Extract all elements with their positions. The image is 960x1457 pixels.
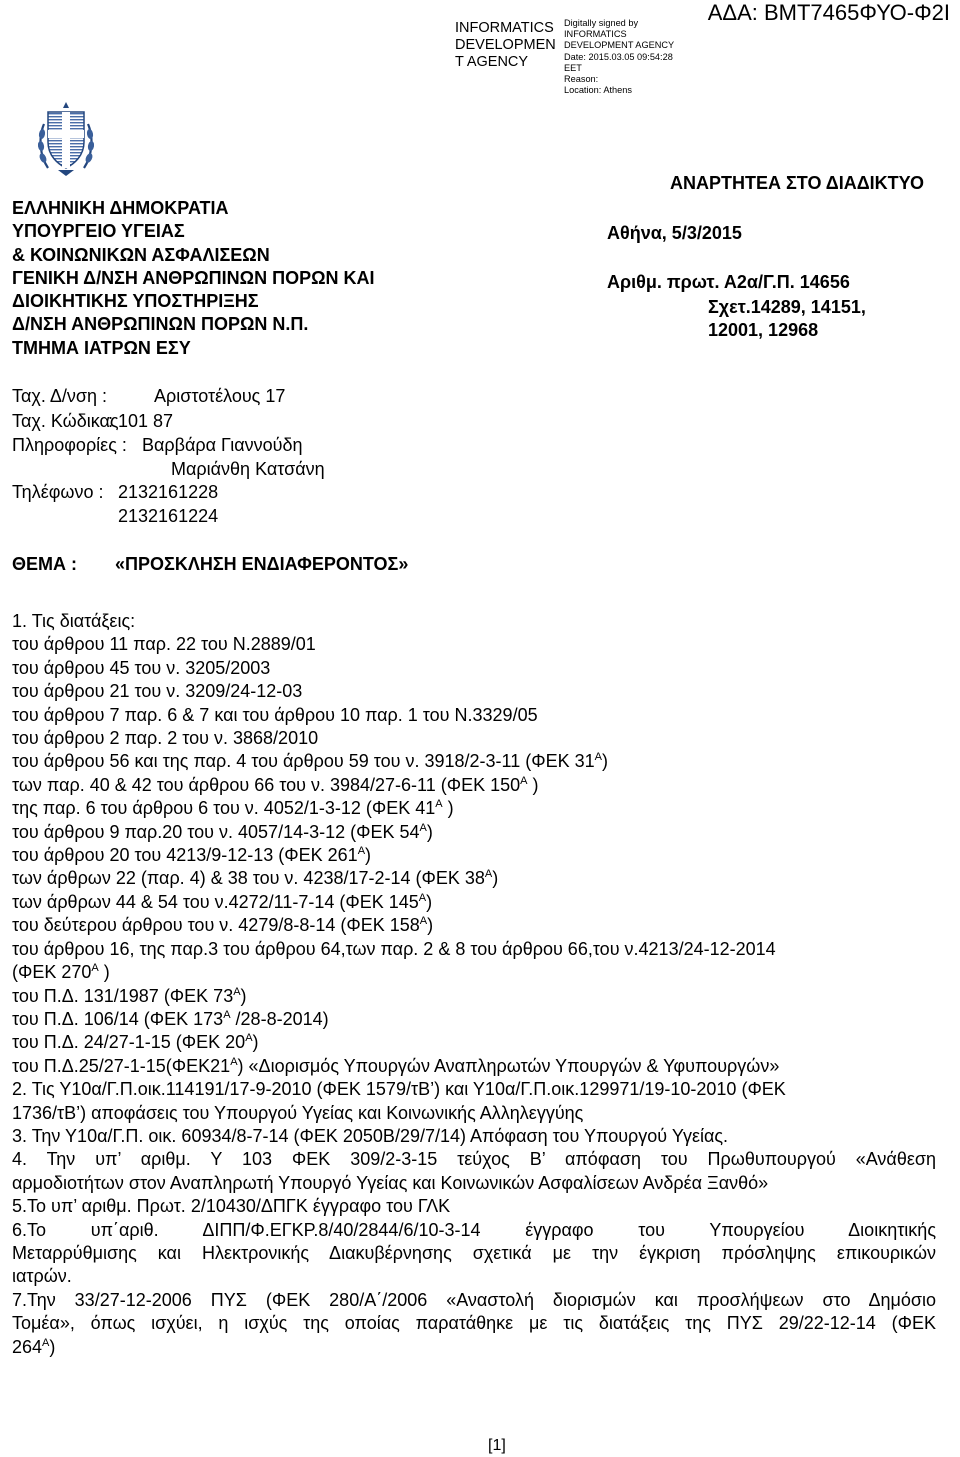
- provision-line: του άρθρου 11 παρ. 22 του Ν.2889/01: [12, 634, 316, 655]
- provision-text: ): [49, 1336, 56, 1357]
- zip-label: Ταχ. Κώδικας: [12, 411, 119, 431]
- provision-text: των παρ. 40 & 42 του άρθρου 66 του ν. 3984/27-6-11 (ΦΕΚ 150: [12, 774, 521, 795]
- signature-org-line: INFORMATICS: [455, 20, 554, 36]
- provision-text: του Π.Δ.25/27-1-15(ΦΕΚ21: [12, 1055, 231, 1076]
- item-2-line: 2. Τις Υ10α/Γ.Π.οικ.114191/17-9-2010 (ΦΕΚ 1579/τΒ’) και Υ10α/Γ.Π.οικ.129971/19-10-2010 (ΦΕΚ: [12, 1079, 786, 1100]
- signature-organization: [455, 20, 563, 71]
- provision-text: ): [527, 774, 539, 795]
- provision-text: ): [240, 985, 247, 1006]
- info-label: Πληροφορίες :: [12, 435, 127, 455]
- issue-superscript: Α: [419, 821, 427, 834]
- greek-emblem-icon: [38, 98, 94, 178]
- provision-line: του άρθρου 7 παρ. 6 & 7 και του άρθρου 10 παρ. 1 του Ν.3329/05: [12, 704, 538, 725]
- item-6-line: Μεταρρύθμισης και Ηλεκτρονικής Διακυβέρνησης σχετικά με την έγκριση πρόσληψης επικουρικών: [12, 1242, 936, 1263]
- subject-label: ΘΕΜΑ :: [12, 554, 77, 574]
- publication-notice: ΑΝΑΡΤΗΤΕΑ ΣΤΟ ΔΙΑΔΙΚΤΥΟ: [670, 173, 924, 193]
- provision-text: ): [426, 891, 433, 912]
- provision-line: [12, 867, 936, 890]
- issue-superscript: Α: [419, 915, 428, 928]
- provision-line: [12, 914, 936, 937]
- document-body: [12, 610, 936, 1359]
- provision-line: [12, 750, 936, 773]
- authority-line: & ΚΟΙΝΩΝΙΚΩΝ ΑΣΦΑΛΙΣΕΩΝ: [12, 244, 270, 265]
- provision-text: ): [442, 798, 454, 819]
- provision-text: ): [365, 845, 372, 866]
- provision-line: του άρθρου 16, της παρ.3 του άρθρου 64,των παρ. 2 & 8 του άρθρου 66,του ν.4213/24-12-2014: [12, 938, 776, 959]
- city-date: Αθήνα, 5/3/2015: [607, 223, 742, 243]
- provision-text: του άρθρου 56 και της παρ. 4 του άρθρου 59 του ν. 3918/2-3-11 (ΦΕΚ 31: [12, 751, 595, 772]
- provision-text: ): [98, 962, 110, 983]
- info-contact-2: Μαριάνθη Κατσάνη: [171, 459, 325, 479]
- provision-text: ): [601, 751, 608, 772]
- authority-line: ΤΜΗΜΑ ΙΑΤΡΩΝ ΕΣΥ: [12, 337, 191, 358]
- provision-line: του άρθρου 2 παρ. 2 του ν. 3868/2010: [12, 728, 319, 749]
- address-label: Ταχ. Δ/νση :: [12, 386, 108, 406]
- provision-line: [12, 961, 936, 984]
- authority-line: ΥΠΟΥΡΓΕΙΟ ΥΓΕΙΑΣ: [12, 221, 185, 242]
- provision-text: ): [252, 1032, 259, 1053]
- related-documents-line-2: 12001, 12968: [708, 320, 819, 340]
- item-5-line: 5.Το υπ’ αριθμ. Πρωτ. 2/10430/ΔΠΓΚ έγγραφο του ΓΛΚ: [12, 1196, 451, 1217]
- address-value: Αριστοτέλους 17: [154, 386, 286, 406]
- authority-line: ΕΛΛΗΝΙΚΗ ΔΗΜΟΚΡΑΤΙΑ: [12, 198, 229, 218]
- provision-text: του άρθρου 9 παρ.20 του ν. 4057/14-3-12 (ΦΕΚ 54: [12, 821, 420, 842]
- signature-detail-line: Digitally signed by: [564, 18, 639, 28]
- authority-line: ΓΕΝΙΚΗ Δ/ΝΣΗ ΑΝΘΡΩΠΙΝΩΝ ΠΟΡΩΝ ΚΑΙ: [12, 267, 375, 288]
- issue-superscript: Α: [484, 868, 493, 881]
- item-7-line: [12, 1336, 936, 1359]
- signature-detail-line: Reason:: [564, 74, 599, 85]
- signature-org-line: DEVELOPMEN: [455, 37, 556, 53]
- issue-superscript: Α: [435, 798, 443, 811]
- provision-line: [12, 985, 936, 1008]
- signature-details: [564, 18, 674, 96]
- provision-line: [12, 1031, 936, 1054]
- issue-superscript: Α: [594, 751, 602, 764]
- issue-superscript: Α: [357, 845, 366, 858]
- signature-org-line: T AGENCY: [455, 54, 529, 70]
- signature-detail-line: EET: [564, 62, 582, 73]
- zip-value: : 101 87: [108, 411, 174, 431]
- provision-text: των άρθρων 44 & 54 του ν.4272/11-7-14 (ΦΕΚ 145: [12, 891, 419, 912]
- provision-text: της παρ. 6 του άρθρου 6 του ν. 4052/1-3-12 (ΦΕΚ 41: [12, 798, 436, 819]
- item-4-line: αρμοδιοτήτων στον Αναπληρωτή Υπουργό Υγείας και Κοινωνικών Ασφαλίσεων Ανδρέα Ξανθό»: [12, 1172, 769, 1193]
- authority-line: ΔΙΟΙΚΗΤΙΚΗΣ ΥΠΟΣΤΗΡΙΞΗΣ: [12, 291, 259, 312]
- signature-detail-line: INFORMATICS: [564, 29, 627, 40]
- subject-text: «ΠΡΟΣΚΛΗΣΗ ΕΝΔΙΑΦΕΡΟΝΤΟΣ»: [115, 554, 409, 574]
- provision-line: του άρθρου 45 του ν. 3205/2003: [12, 657, 271, 678]
- issue-superscript: Α: [233, 985, 241, 998]
- provision-text: του Π.Δ. 24/27-1-15 (ΦΕΚ 20: [12, 1032, 246, 1053]
- provision-line: [12, 844, 936, 867]
- provision-line: [12, 891, 936, 914]
- issue-superscript: Α: [223, 1008, 231, 1021]
- item-2-line: 1736/τΒ’) αποφάσεις του Υπουργού Υγείας και Κοινωνικής Αλληλεγγύης: [12, 1102, 584, 1123]
- provision-text: του Π.Δ. 131/1987 (ΦΕΚ 73: [12, 985, 234, 1006]
- info-contact-1: Βαρβάρα Γιαννούδη: [142, 435, 303, 455]
- provision-line: [12, 821, 936, 844]
- provision-text: ): [427, 915, 434, 936]
- signature-detail-line: DEVELOPMENT AGENCY: [564, 40, 675, 51]
- provision-text: (ΦΕΚ 270: [12, 962, 92, 983]
- item-7-line: Τομέα», όπως ισχύει, η ισχύς της οποίας παρατάθηκε με τις διατάξεις της ΠΥΣ 29/22-12-14 (ΦΕΚ: [12, 1313, 936, 1334]
- related-documents-line-1: Σχετ.14289, 14151,: [708, 297, 866, 317]
- provision-line: [12, 797, 936, 820]
- item-3-line: 3. Την Υ10α/Γ.Π. οικ. 60934/8-7-14 (ΦΕΚ 2050Β/29/7/14) Απόφαση του Υπουργού Υγείας.: [12, 1125, 729, 1146]
- issuing-authority: [12, 197, 375, 360]
- provision-text: του Π.Δ. 106/14 (ΦΕΚ 173: [12, 1008, 224, 1029]
- signature-detail-line: Location: Athens: [564, 85, 632, 96]
- provision-text: του δεύτερου άρθρου του ν. 4279/8-8-14 (ΦΕΚ 158: [12, 915, 420, 936]
- provision-line: του άρθρου 21 του ν. 3209/24-12-03: [12, 681, 303, 702]
- item-6-line: 6.Το υπ΄αριθ. ΔΙΠΠ/Φ.ΕΓΚΡ.8/40/2844/6/10-3-14 έγγραφο του Υπουργείου Διοικητικής: [12, 1219, 936, 1240]
- protocol-number: Αριθμ. πρωτ. Α2α/Γ.Π. 14656: [607, 272, 850, 292]
- provision-line: [12, 774, 936, 797]
- issue-superscript: Α: [520, 774, 528, 787]
- issue-superscript: Α: [245, 1032, 253, 1045]
- provision-text: /28-8-2014): [230, 1008, 329, 1029]
- provision-text: ) «Διορισμός Υπουργών Αναπληρωτών Υπουργών & Υφυπουργών»: [237, 1055, 780, 1076]
- authority-line: Δ/ΝΣΗ ΑΝΘΡΩΠΙΝΩΝ ΠΟΡΩΝ Ν.Π.: [12, 314, 309, 335]
- item-4-line: 4. Την υπ’ αριθμ. Υ 103 ΦΕΚ 309/2-3-15 τεύχος Β’ απόφαση του Πρωθυπουργού «Ανάθεση: [12, 1149, 936, 1170]
- issue-superscript: Α: [418, 891, 427, 904]
- issue-superscript: Α: [230, 1055, 238, 1068]
- phone-label: Τηλέφωνο :: [12, 482, 104, 502]
- provision-text: των άρθρων 22 (παρ. 4) & 38 του ν. 4238/17-2-14 (ΦΕΚ 38: [12, 868, 485, 889]
- issue-superscript: Α: [42, 1336, 50, 1349]
- signature-detail-line: Date: 2015.03.05 09:54:28: [564, 51, 673, 62]
- ada-code: ΑΔΑ: ΒΜΤ7465ΦΥΟ-Φ2Ι: [707, 0, 950, 25]
- provision-text: ): [426, 821, 433, 842]
- provision-text: του άρθρου 20 του 4213/9-12-13 (ΦΕΚ 261: [12, 845, 358, 866]
- page-number: [1]: [488, 1437, 506, 1454]
- provision-line: [12, 1008, 936, 1031]
- provision-text: ): [492, 868, 499, 889]
- provision-text: 264: [12, 1336, 43, 1357]
- phone-number-2: 2132161224: [118, 506, 219, 526]
- phone-number-1: 2132161228: [118, 482, 219, 502]
- item-7-line: 7.Την 33/27-12-2006 ΠΥΣ (ΦΕΚ 280/Α΄/2006 «Αναστολή διορισμών και προσλήψεων στο Δημόσιο: [12, 1289, 936, 1310]
- item-1-title: 1. Τις διατάξεις:: [12, 611, 136, 631]
- issue-superscript: Α: [91, 962, 99, 975]
- item-6-line: ιατρών.: [12, 1266, 72, 1287]
- provision-line: [12, 1055, 936, 1078]
